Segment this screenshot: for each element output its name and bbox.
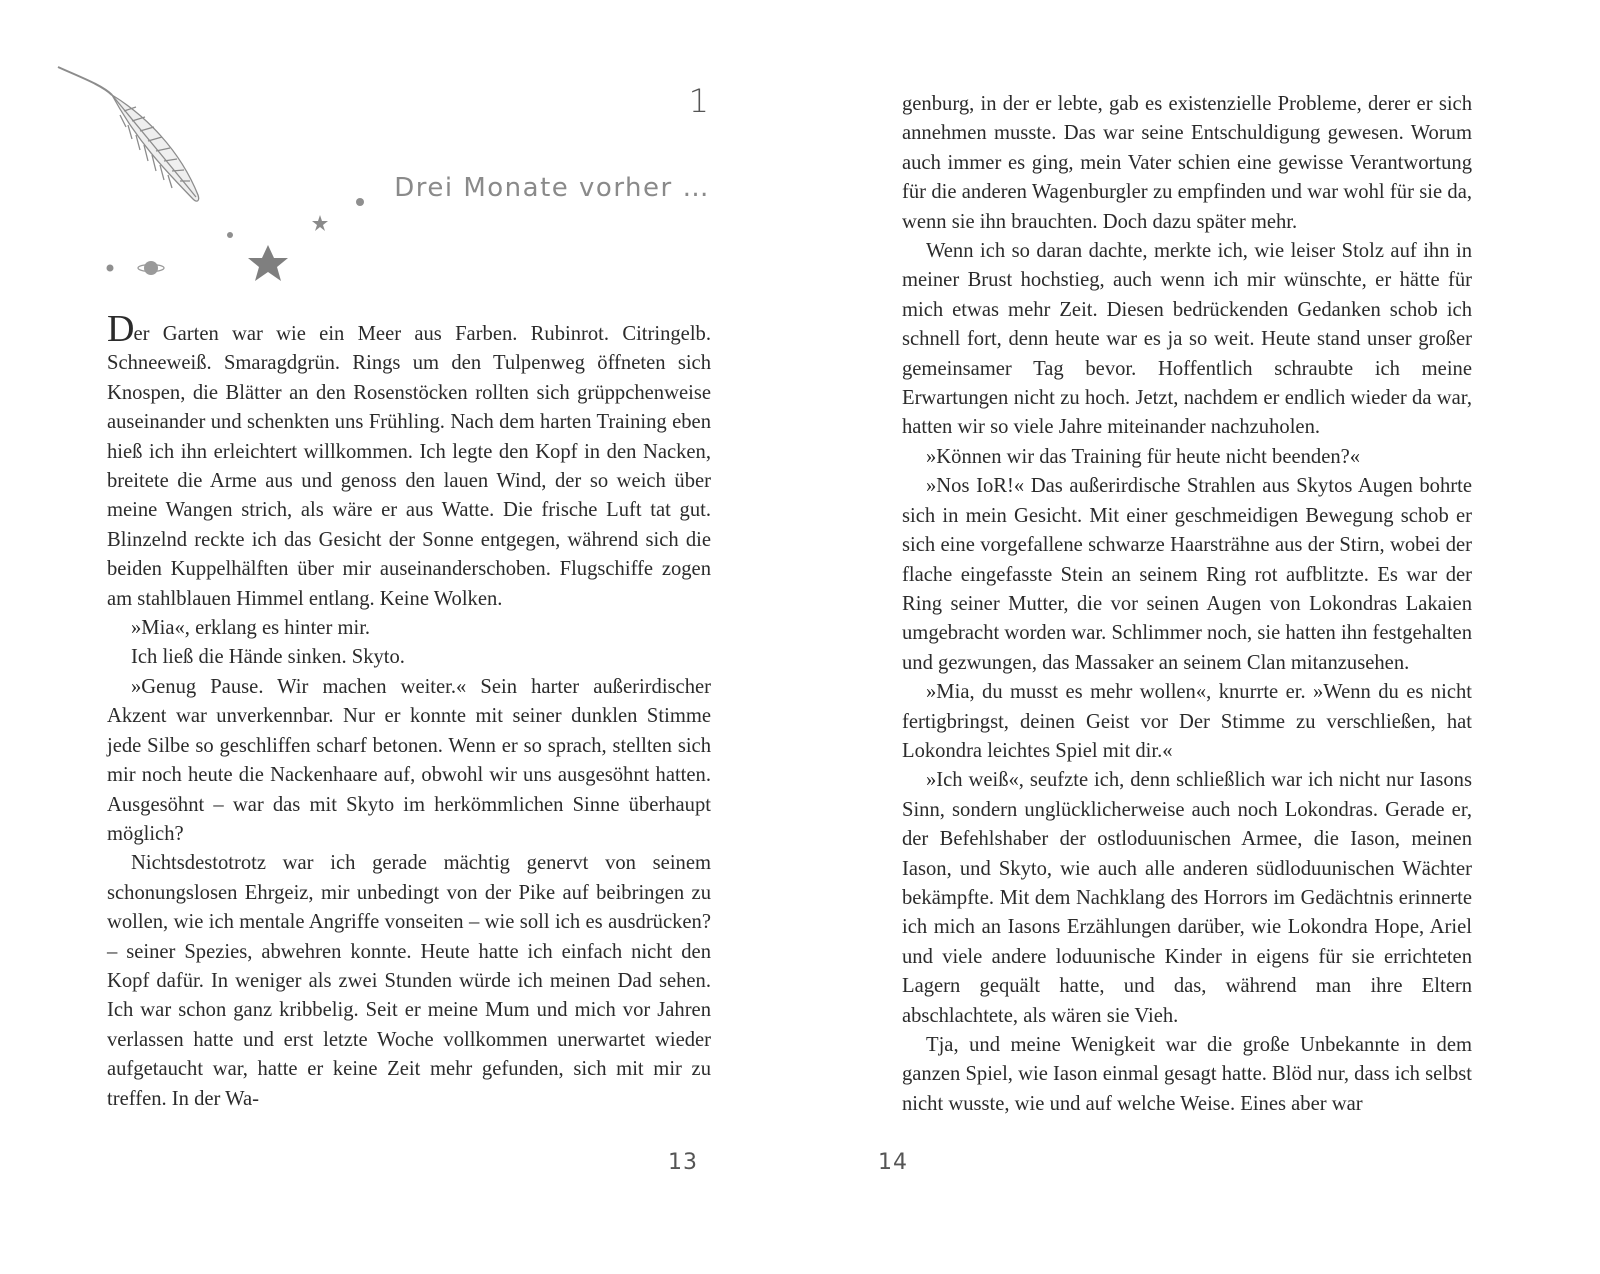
feather-stars-illustration	[50, 55, 390, 305]
paragraph: »Nos IoR!« Das außerirdische Strahlen aus Skytos Augen bohrte sich in mein Gesicht. Mit einer geschmeidigen Bewegung schob er sich eine vorgefallene schwarze Haarsträhne aus der Stirn, wobei der flache eingefasste Stein an seinem Ring rot aufblitzte. Es war der Ring seiner Mutter, die vor seinen Augen von Lokondras Lakaien umgebracht worden war. Schlimmer noch, sie hatten ihn festgehalten und gezwungen, das Massaker an seinem Clan mitanzusehen.	[902, 475, 1472, 674]
star-icon	[248, 245, 288, 281]
paragraph: »Ich weiß«, seufzte ich, denn schließlich war ich nicht nur Iasons Sinn, sondern unglücklicherweise auch noch Lokondras. Gerade er, der Befehlshaber der ostloduunischen Armee, die Iason, meinen Iason, und Skyto, wie auch alle anderen südloduunischen Wächter bekämpfte. Mit dem Nachklang des Horrors im Gedächtnis erinnerte ich mich an Iasons Erzählungen darüber, wie Lokondra Hope, Ariel und viele andere loduunische Kinder in eigens für sie errichteten Lagern gequält hatte, und das, während man ihre Eltern abschlachtete, als wären sie Vieh.	[902, 769, 1472, 1027]
left-page-body	[107, 308, 711, 1114]
paragraph: Wenn ich so daran dachte, merkte ich, wie leiser Stolz auf ihn in meiner Brust hochstieg, auch wenn ich mir wünschte, er hätte für mich etwas mehr Zeit. Diesen bedrückenden Gedanken schob ich schnell fort, denn heute war es ja so weit. Heute stand unser großer gemeinsamer Tag bevor. Hoffentlich schraubte ich meine Erwartungen nicht zu hoch. Jetzt, nachdem er endlich wieder da war, hatten wir so viele Jahre miteinander nachzuholen.	[902, 240, 1472, 439]
drop-cap: D	[107, 308, 134, 350]
paragraph: Ich ließ die Hände sinken. Skyto.	[131, 646, 405, 669]
paragraph: »Mia, du musst es mehr wollen«, knurrte er. »Wenn du es nicht fertigbringst, deinen Geist vor Der Stimme zu verschließen, hat Lokondra leichtes Spiel mit dir.«	[902, 681, 1472, 762]
paragraph	[107, 308, 711, 614]
paragraph: »Genug Pause. Wir machen weiter.« Sein harter außerirdischer Akzent war unverkennbar. Nur er konnte mit seiner dunklen Stimme jede Silbe so geschliffen scharf betonen. Wenn er so sprach, stellten sich mir noch heute die Nackenhaare auf, obwohl wir uns ausgesöhnt hatten. Ausgesöhnt – war das mit Skyto im herkömmlichen Sinne überhaupt möglich?	[107, 675, 711, 845]
paragraph: Tja, und meine Wenigkeit war die große Unbekannte in dem ganzen Spiel, wie Iason einmal gesagt hatte. Blöd nur, dass ich selbst nicht wusste, wie und auf welche Weise. Eines aber war	[902, 1034, 1472, 1115]
right-page-body	[902, 90, 1472, 1119]
planet-icon	[138, 261, 164, 275]
right-page	[800, 0, 1600, 1274]
paragraph: »Mia«, erklang es hinter mir.	[131, 617, 371, 640]
small-star-icon	[312, 215, 328, 231]
paragraph: Nichtsdestotrotz war ich gerade mächtig genervt von seinem schonungslosen Ehrgeiz, mir unbedingt von der Pike auf beibringen zu wollen, wie ich mentale Angriffe vonseiten – wie soll ich es ausdrücken? – seiner Spezies, abwehren konnte. Heute hatte ich einfach nicht den Kopf dafür. In weniger als zwei Stunden würde ich meinen Dad sehen. Ich war schon ganz kribbelig. Seit er meine Mum und mich vor Jahren verlassen hatte und erst letzte Woche vollkommen unerwartet wieder aufgetaucht war, hatte er keine Zeit mehr gefunden, sich mit mir zu treffen. In der Wa-	[107, 852, 711, 1110]
feather-icon	[58, 67, 199, 201]
paragraph-text: er Garten war wie ein Meer aus Farben. Rubinrot. Citringelb. Schneeweiß. Smaragdgrün. Rings um den Tulpenweg öffneten sich Knospen, die Blätter an den Rosenstöcken rollten sich grüppchenweise auseinander und schenkten uns Frühling. Nach dem harten Training eben hieß ich ihn erleichtert willkommen. Ich legte den Kopf in den Nacken, breitete die Arme aus und genoss den lauen Wind, der so weich über meine Wangen strich, als wäre er aus Watte. Die frische Luft tat gut. Blinzelnd reckte ich das Gesicht der Sonne entgegen, während sich die beiden Kuppelhälften über mir auseinanderschoben. Flugschiffe zogen am stahlblauen Himmel entlang. Keine Wolken.	[107, 323, 711, 610]
chapter-number: 1	[688, 82, 710, 120]
page-number: 13	[668, 1150, 698, 1175]
page-number: 14	[878, 1150, 908, 1175]
paragraph: genburg, in der er lebte, gab es existenzielle Probleme, derer er sich annehmen musste. Das war seine Entschuldigung gewesen. Worum auch immer es ging, mein Vater schien eine gewisse Verantwortung für die anderen Wagenburgler zu empfinden und war wohl für sie da, wenn sie ihn brauchten. Doch dazu später mehr.	[902, 93, 1472, 233]
chapter-title: Drei Monate vorher …	[394, 173, 710, 203]
paragraph: »Können wir das Training für heute nicht beenden?«	[926, 445, 1361, 468]
